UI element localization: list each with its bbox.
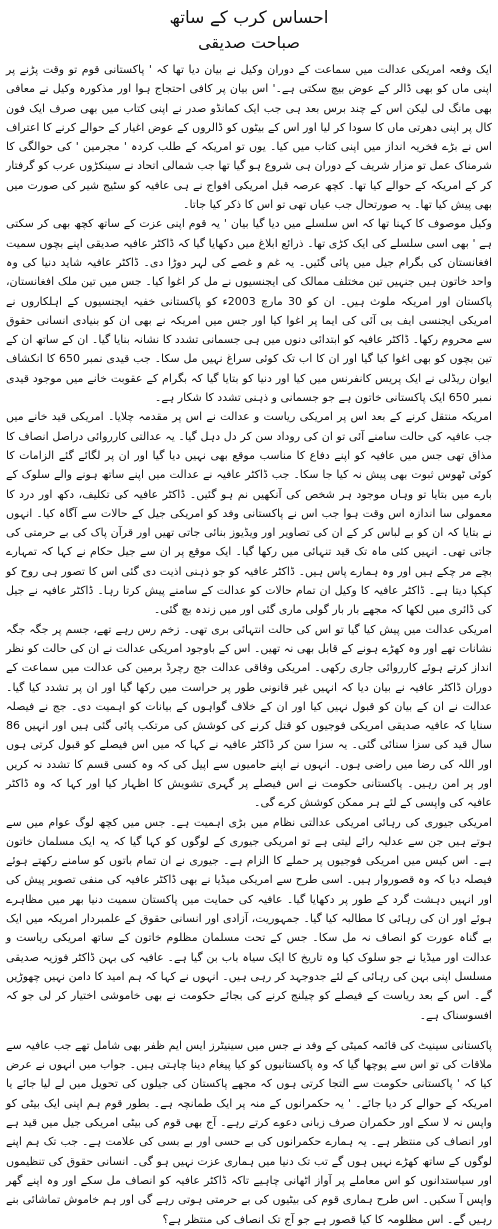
article-paragraph: وکیل موصوف کا کہنا تھا کہ اس سلسلے میں دیا گیا بیان ' یہ قوم اپنی عزت کے ساتھ کچھ بھی کر سکتی ہے ' بھی اسی سلسلے کی ایک کڑی تھا۔ ذرائع ابلاغ میں دکھایا گیا کہ ڈاکٹر عافیہ صدیقی اپنے بچوں سمیت افغانستان کی بگرام جیل میں پائی گئیں۔ یہ غم و غصے کی لہر دوڑا دی۔ ڈاکٹر عافیہ شاید دنیا کی وہ واحد خاتون ہیں جنہیں تین مختلف ممالک کی ایجنسیوں نے مل کر اغوا کیا۔ جس میں تین ملک افغانستان، پاکستان اور امریکہ ملوث ہیں۔ ان کو 30 مارچ 2003ء کو پاکستانی خفیہ ایجنسیوں کے اہلکاروں نے امریکی ایجنسی ایف بی آئی کی ایما پر اغوا کیا اور جس میں امریکہ نے بھی ان کو بنیادی انسانی حقوق سے محروم رکھا۔ ڈاکٹر عافیہ کو ابتدائی دنوں میں ہی جسمانی تشدد کا نشانہ بنایا گیا۔ ان کے ساتھ ان کے تین بچوں کو بھی اغوا کیا گیا اور ان کا اب تک کوئی سراغ نہیں مل سکا۔ جب قیدی نمبر 650 کا انکشاف ایوان ریڈلی نے ایک پریس کانفرنس میں کیا اور دنیا کو بتایا گیا کہ بگرام کے عقوبت خانے میں موجود قیدی نمبر 650 ایک پاکستانی خاتون ہے جو جسمانی و ذہنی تشدد کا شکار ہے۔ [6,217,492,405]
article-paragraph: ایک وفعہ امریکی عدالت میں سماعت کے دوران وکیل نے بیان دیا تھا کہ ' پاکستانی قوم تو وقت پڑنے پر اپنی ماں کو بھی ڈالر کے عوض بیچ سکتی ہے۔' اس بیان پر کافی احتجاج ہوا اور مذکورہ وکیل نے معافی بھی مانگ لی لیکن اس کے چند برس بعد ہی جب ایک کمانڈو صدر نے اپنی کتاب میں بھی صرف ایک فون کال پر اپنی دھرتی ماں کا سودا کر لیا اور اس کے بیٹوں کو ڈالروں کے عوض اغیار کے حوالے کرنے کا اعتراف اس نے بڑے فخریہ انداز میں اپنی کتاب میں کیا۔ یوں تو امریکہ کے طلب کردہ ' مجرمین ' کی حوالگی کا شرمناک عمل تو مزار شریف کے دوران ہی شروع ہو گیا تھا جب شمالی اتحاد نے سینکڑوں عرب کو گرفتار کر کے امریکہ کے حوالے کیا تھا۔ کچھ عرصہ قبل امریکی افواج نے ہی عافیہ کو سٹیج شیر کی صورت میں بھی پیش کیا تھا۔ یہ صورتحال جب عیاں تھی تو اس کا ذکر کیا جاتا۔ [6,63,492,212]
article-paragraph: امریکہ منتقل کرنے کے بعد اس پر امریکی ریاست و عدالت نے اس پر مقدمہ چلایا۔ امریکی قید خانے میں جب عافیہ کی حالت سامنے آئی تو ان کی روداد سن کر دل دہل گیا۔ یہ عدالتی کارروائی دراصل انصاف کا مذاق تھی جس میں عافیہ کو اپنے دفاع کا مناسب موقع بھی نہیں دیا گیا اور ان پر لگائے گئے الزامات کا کوئی ٹھوس ثبوت بھی پیش نہ کیا جا سکا۔ جب ڈاکٹر عافیہ نے عدالت میں اپنے ساتھ ہونے والے سلوک کے بارے میں بتایا تو وہاں موجود ہر شخص کی آنکھیں نم ہو گئیں۔ ڈاکٹر عافیہ کی تکلیف، دکھ اور درد کا معمولی سا اندازہ اس وقت ہوا جب اس نے پاکستانی وفد کو امریکی جیل کے حالات سے آگاہ کیا۔ انہوں نے بتایا کہ ان کو بے لباس کر کے ان کی تصاویر اور ویڈیوز بنائی جاتی تھیں اور قرآن پاک کی بے حرمتی کی جاتی تھی۔ انہیں کئی ماہ تک قید تنہائی میں رکھا گیا۔ ایک موقع پر ان سے جیل حکام نے کہا کہ تمہارے بچے مر چکے ہیں اور وہ ہمارے پاس ہیں۔ ڈاکٹر عافیہ کو جو ذہنی اذیت دی گئی اس کا تصور ہی روح کو کپکپا دیتا ہے۔ ڈاکٹر عافیہ کا وکیل ان تمام حالات کو عدالت کے سامنے پیش کرتا رہا۔ ڈاکٹر عافیہ نے جیل کی ڈائری میں لکھا کہ مجھے بار بار گولی ماری گئی اور میں زندہ بچ گئی۔ [6,410,492,617]
article-author: صباحت صدیقی [198,33,300,52]
article-paragraph: امریکی جیوری کی رہائی امریکی عدالتی نظام میں بڑی اہمیت ہے۔ جس میں کچھ لوگ عوام میں سے ہوتے ہیں جن سے عدلیہ رائے لیتی ہے تو امریکی جیوری کے لوگوں کو کہا گیا کہ یہ ایک مسلمان خاتون ہے۔ اس کیس میں امریکی فوجیوں پر حملے کا الزام ہے۔ جیوری نے ان تمام باتوں کو سامنے رکھتے ہوئے فیصلہ دیا کہ وہ قصوروار ہیں۔ اسی طرح سے امریکی میڈیا نے بھی ڈاکٹر عافیہ کی منفی تصویر پیش کی اور انہیں دہشت گرد کے طور پر دکھایا گیا۔ عافیہ کی حمایت میں پاکستان سمیت دنیا بھر میں مظاہرے ہوئے اور ان کی رہائی کا مطالبہ کیا گیا۔ جمہوریت، آزادی اور انسانی حقوق کے علمبردار امریکہ میں ایک بے گناہ عورت کو انصاف نہ مل سکا۔ جس کے تحت مسلمان مظلوم خاتون کے ساتھ امریکی ریاست و عدالت اور میڈیا نے جو سلوک کیا وہ تاریخ کا ایک سیاہ باب بن گیا ہے۔ عافیہ کی بہن ڈاکٹر فوزیہ صدیقی مسلسل اپنی بہن کی رہائی کے لئے جدوجہد کر رہی ہیں۔ انہوں نے کہا کہ ہم امید کا دامن نہیں چھوڑیں گے۔ اس کے بعد ریاست کے فیصلے کو چیلنج کرنے کی بجائے حکومت نے بھی خاموشی اختیار کر لی جو کہ افسوسناک ہے۔ [6,815,492,1022]
article-paragraph: پاکستانی سینیٹ کی قائمہ کمیٹی کے وفد نے جس میں سینیٹرز ایس ایم ظفر بھی شامل تھے جب عافیہ سے ملاقات کی تو اس سے پوچھا گیا کہ وہ پاکستانیوں کو کیا پیغام دینا چاہتی ہیں۔ جواب میں انہوں نے عرض کیا کہ ' پاکستانی حکومت سے التجا کرتی ہوں کہ مجھے پاکستان کی جیلوں کی تحویل میں لے لیا جائے یا امریکہ کے حوالے کر دیا جائے۔ ' یہ حکمرانوں کے منہ پر ایک طمانچہ ہے۔ بطور قوم ہم اپنی ایک بیٹی کو واپس نہ لا سکے اور حکمران صرف زبانی دعوے کرتے رہے۔ آج بھی قوم کی بیٹی امریکی جیل میں قید ہے اور انصاف کی منتظر ہے۔ یہ ہمارے حکمرانوں کی بے حسی اور بے بسی کی علامت ہے۔ جب تک ہم اپنے لوگوں کے ساتھ کھڑے نہیں ہوں گے تب تک دنیا میں ہماری عزت نہیں ہو گی۔ انسانی حقوق کی تنظیموں اور سیاستدانوں کو اس معاملے پر آواز اٹھانی چاہیے تاکہ ڈاکٹر عافیہ کو انصاف مل سکے اور وہ اپنے گھر واپس آ سکیں۔ اس طرح ہماری قوم کی بیٹیوں کی بے حرمتی ہوتی رہے گی اور ہم خاموش تماشائی بنے رہیں گے۔ اس مظلومہ کا کیا قصور ہے جو آج تک انصاف کی منتظر ہے؟ [6,1038,492,1226]
article-title: احساس کرب کے ساتھ [169,8,329,28]
article-paragraph: امریکی عدالت میں پیش کیا گیا تو اس کی حالت انتہائی بری تھی۔ زخم رس رہے تھے، جسم پر جگہ جگہ نشانات تھے اور وہ کھڑے ہونے کے قابل بھی نہ تھیں۔ اس کے باوجود امریکی عدالت نے ان کی حالت کو نظر انداز کرتے ہوئے کارروائی جاری رکھی۔ امریکی وفاقی عدالت جج رچرڈ برمین کی عدالت میں سماعت کے دوران ڈاکٹر عافیہ نے بیان دیا کہ انہیں غیر قانونی طور پر حراست میں رکھا گیا اور ان پر تشدد کیا گیا۔ عدالت نے ان کے بیان کو قبول نہیں کیا اور ان کے خلاف گواہوں کے بیانات کو اہمیت دی۔ جج نے فیصلہ سنایا کہ عافیہ صدیقی امریکی فوجیوں کو قتل کرنے کی کوشش کی مرتکب پائی گئی ہیں اور انہیں 86 سال قید کی سزا سنائی گئی۔ یہ سزا سن کر ڈاکٹر عافیہ نے کہا کہ میں اس فیصلے کو قبول کرتی ہوں اور اللہ کی رضا میں راضی ہوں۔ انہوں نے اپنے حامیوں سے اپیل کی کہ وہ کسی قسم کا تشدد نہ کریں اور پر امن رہیں۔ پاکستانی حکومت نے اس فیصلے پر گہری تشویش کا اظہار کیا اور کہا کہ وہ ڈاکٹر عافیہ کی واپسی کے لئے ہر ممکن کوشش کرے گی۔ [6,622,492,810]
paragraph-gap [6,1025,492,1036]
